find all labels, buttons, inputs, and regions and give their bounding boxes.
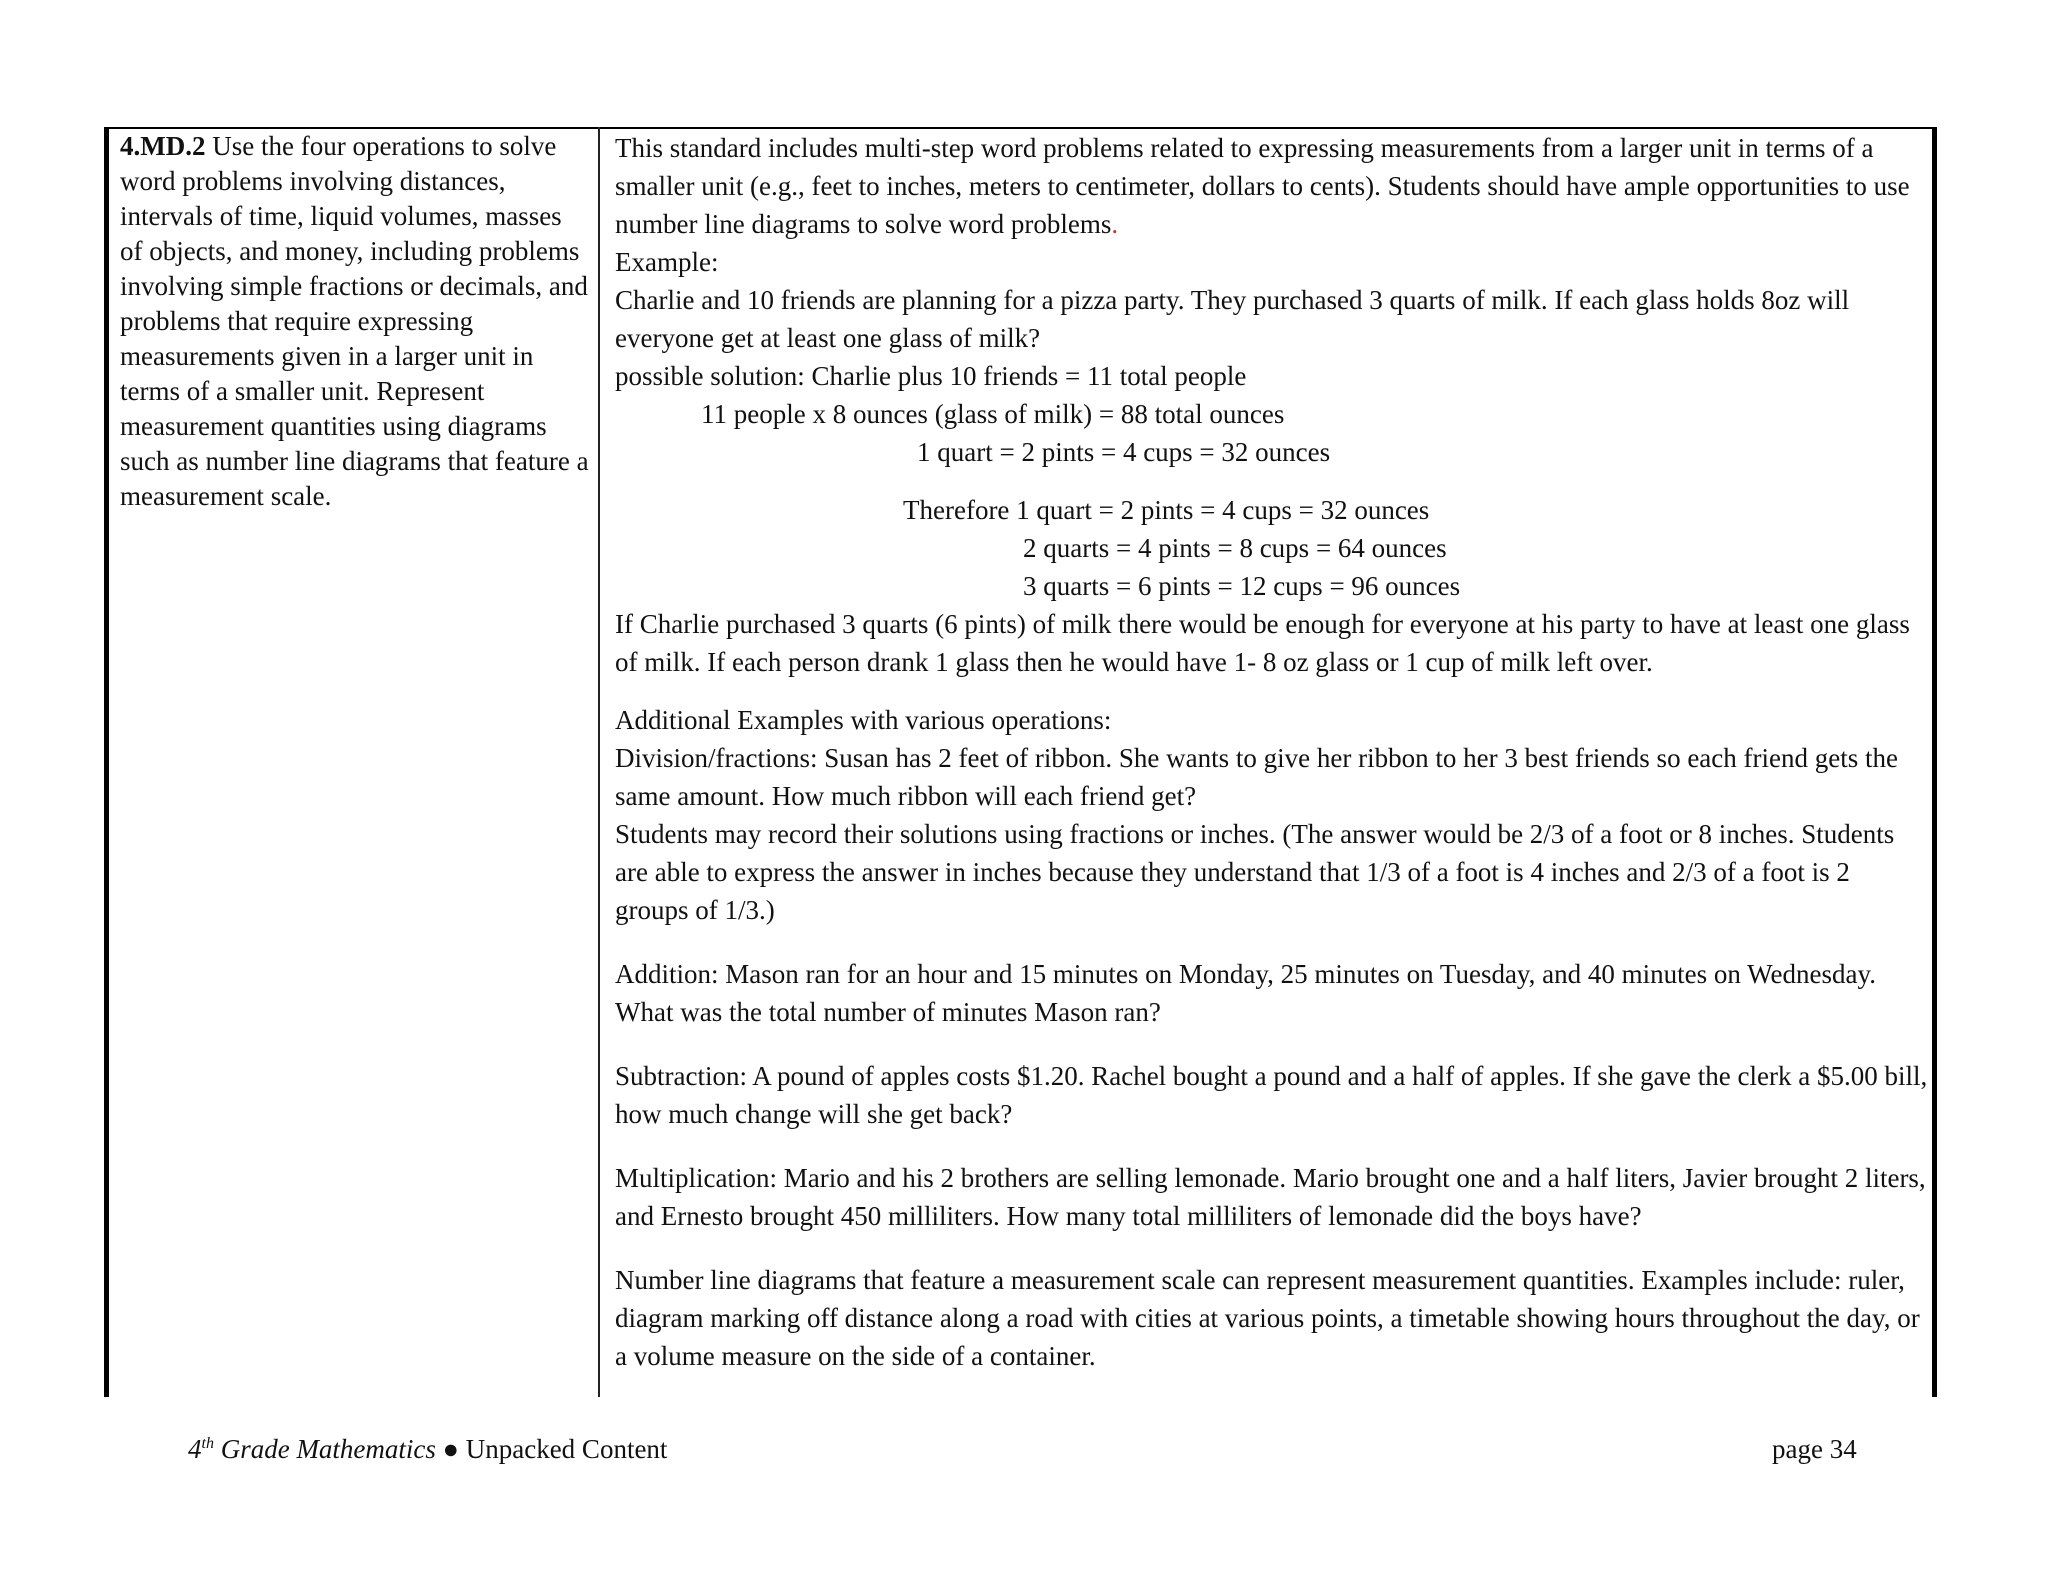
standard-text: Use the four operations to solve word problems involving distances, intervals of time, liquid volumes, masses of objects, and money, including problems involving simple fractions or decimals, and problems that require expressing measurements given in a larger unit in terms of a smaller unit. Represent measurement quantities using diagrams such as number line diagrams that feature a measurement scale. [120, 131, 589, 511]
standard-cell [120, 129, 590, 514]
table-left-border [104, 127, 109, 1397]
addition-example: Addition: Mason ran for an hour and 15 minutes on Monday, 25 minutes on Tuesday, and 40 minutes on Wednesday. What was the total number of minutes Mason ran? [615, 959, 1876, 1027]
solution-line-2: 11 people x 8 ounces (glass of milk) = 88 total ounces [701, 399, 1285, 429]
additional-heading: Additional Examples with various operations: [615, 705, 1112, 735]
solution-line-1: possible solution: Charlie plus 10 friends = 11 total people [615, 361, 1247, 391]
therefore-line-3: 3 quarts = 6 pints = 12 cups = 96 ounces [1023, 571, 1461, 601]
footer-grade-title: Grade Mathematics [220, 1434, 436, 1464]
standard-code: 4.MD.2 [120, 131, 206, 161]
multiplication-example: Multiplication: Mario and his 2 brothers are selling lemonade. Mario brought one and a half liters, Javier brought 2 liters, and Ernesto brought 450 milliliters. How many total milliliters of lemonade did the boys have? [615, 1163, 1926, 1231]
conclusion-paragraph: If Charlie purchased 3 quarts (6 pints) of milk there would be enough for everyone at his party to have at least one glass of milk. If each person drank 1 glass then he would have 1- 8 oz glass or 1 cup of milk left over. [615, 609, 1910, 677]
example-problem: Charlie and 10 friends are planning for a pizza party. They purchased 3 quarts of milk. If each glass holds 8oz will everyone get at least one glass of milk? [615, 285, 1850, 353]
subtraction-example: Subtraction: A pound of apples costs $1.20. Rachel bought a pound and a half of apples. If she gave the clerk a $5.00 bill, how much change will she get back? [615, 1061, 1928, 1129]
intro-text: This standard includes multi-step word problems related to expressing measurements from a larger unit in terms of a smaller unit (e.g., feet to inches, meters to centimeter, dollars to cents). Students should have ample opportunities to use number line diagrams to solve word problems [615, 133, 1910, 239]
page-number: page 34 [1772, 1434, 1857, 1464]
footer-bullet: ● [442, 1434, 459, 1464]
footer-subtitle: Unpacked Content [465, 1434, 668, 1464]
number-line-paragraph: Number line diagrams that feature a measurement scale can represent measurement quantities. Examples include: ruler, diagram marking off distance along a road with cities at various points, a timetable showing hours throughout the day, or a volume measure on the side of a container. [615, 1265, 1920, 1371]
solution-line-3: 1 quart = 2 pints = 4 cups = 32 ounces [917, 437, 1331, 467]
intro-period: . [1111, 209, 1119, 239]
therefore-line-1: Therefore 1 quart = 2 pints = 4 cups = 32 ounces [903, 495, 1430, 525]
footer-grade [188, 1434, 436, 1464]
explanation-cell [615, 129, 1930, 1375]
example-label: Example: [615, 247, 719, 277]
footer-title [188, 1432, 667, 1466]
table-column-divider [598, 127, 600, 1397]
intro-paragraph [615, 129, 1930, 243]
division-example: Division/fractions: Susan has 2 feet of ribbon. She wants to give her ribbon to her 3 best friends so each friend gets the same amount. How much ribbon will each friend get? [615, 743, 1898, 811]
footer-grade-suffix: th [201, 1435, 214, 1452]
table-right-border [1932, 127, 1937, 1397]
footer-grade-number: 4 [188, 1434, 202, 1464]
therefore-line-2: 2 quarts = 4 pints = 8 cups = 64 ounces [1023, 533, 1447, 563]
division-answer: Students may record their solutions using fractions or inches. (The answer would be 2/3 of a foot or 8 inches. Students are able to express the answer in inches because they understand that 1/3 of a foot is 4 inches and 2/3 of a foot is 2 groups of 1/3.) [615, 819, 1895, 925]
